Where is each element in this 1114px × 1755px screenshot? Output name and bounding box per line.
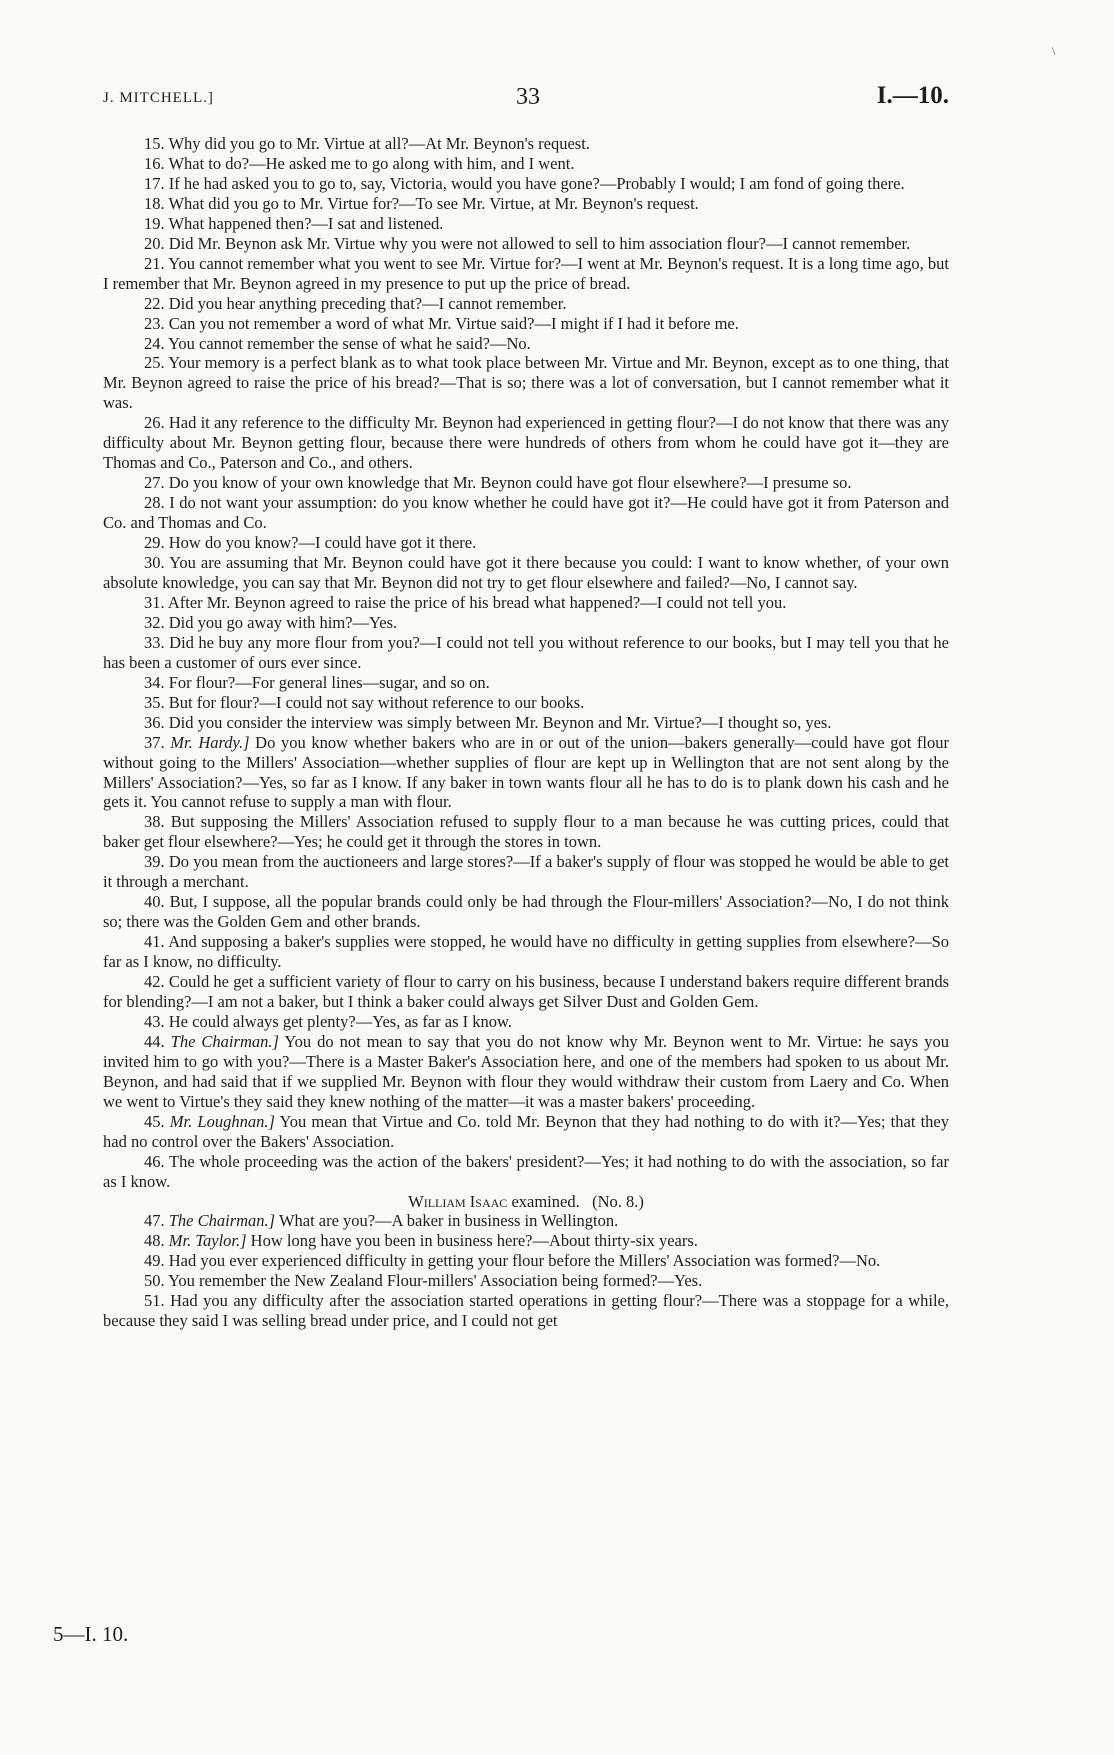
question-text: Did you go away with him?—Yes.	[168, 612, 398, 632]
question-number: 15.	[144, 134, 165, 153]
question-paragraph	[103, 733, 949, 813]
document-page	[103, 0, 949, 1331]
question-number: 51.	[144, 1291, 165, 1311]
question-paragraph	[103, 613, 949, 633]
question-number: 39.	[144, 852, 165, 872]
question-text: But supposing the Millers' Association refused to supply flour to a man because he was cutting prices, could that baker get flour elsewhere?—Yes; he could get it through the stores in town.	[103, 812, 950, 852]
question-number: 30.	[144, 553, 165, 573]
speaker-label: Mr. Taylor.]	[168, 1231, 247, 1251]
question-paragraph	[103, 1012, 949, 1032]
question-number: 49.	[144, 1251, 165, 1271]
question-number: 29.	[144, 533, 165, 553]
question-text: You are assuming that Mr. Beynon could have got it there because you could: I want to know whether, of your own absolute knowledge, you can say that Mr. Beynon did not try to get flour elsewhere and failed?—No, I cannot say.	[103, 553, 949, 592]
question-number: 42.	[144, 972, 165, 992]
question-text: Can you not remember a word of what Mr. Virtue said?—I might if I had it before me.	[168, 313, 739, 333]
question-number: 27.	[144, 473, 165, 493]
question-text: How long have you been in business here?—About thirty-six years.	[250, 1231, 698, 1251]
question-text: For flour?—For general lines—sugar, and so on.	[168, 672, 490, 692]
question-paragraph	[103, 473, 949, 493]
witness-heading-name: William Isaac	[408, 1191, 508, 1211]
question-number: 18.	[144, 193, 165, 213]
question-text: Had you ever experienced difficulty in getting your flour before the Millers' Association was formed?—No.	[168, 1251, 881, 1271]
question-text: Did Mr. Beynon ask Mr. Virtue why you were not allowed to sell to him association flour?—I cannot remember.	[168, 233, 911, 253]
question-text: But for flour?—I could not say without reference to our books.	[168, 692, 585, 712]
speaker-label: Mr. Loughnan.]	[169, 1111, 275, 1131]
question-text: Did you hear anything preceding that?—I cannot remember.	[168, 293, 567, 313]
question-number: 22.	[144, 293, 165, 313]
question-text: Do you know whether bakers who are in or out of the union—bakers generally—could have got flour without going to the Millers' Association—whether supplies of flour are kept up in Wellington that are not sent along by the Millers' Association?—Yes, so far as I know. If any baker in town wants flour all he has to do is to plank down his cash and he gets it. You cannot refuse to supply a man with flour.	[103, 732, 950, 812]
question-number: 45.	[144, 1111, 165, 1131]
question-number: 36.	[144, 712, 165, 732]
question-number: 23.	[144, 313, 165, 333]
question-paragraph	[103, 174, 949, 194]
question-number: 17.	[144, 173, 165, 193]
witness-heading-number: (No. 8.)	[592, 1191, 644, 1211]
question-text: And supposing a baker's supplies were stopped, he would have no difficulty in getting supplies from elsewhere?—So far as I know, no difficulty.	[103, 932, 950, 972]
question-text: Do you mean from the auctioneers and large stores?—If a baker's supply of flour was stopped he would be able to get it through a merchant.	[103, 852, 950, 892]
question-text: Why did you go to Mr. Virtue at all?—At Mr. Beynon's request.	[168, 134, 590, 153]
question-paragraph	[103, 892, 949, 932]
question-paragraph	[103, 633, 949, 673]
witness-heading-status: examined.	[511, 1191, 580, 1211]
question-number: 37.	[144, 732, 165, 752]
question-number: 46.	[144, 1151, 165, 1171]
question-paragraph	[103, 972, 949, 1012]
question-paragraph	[103, 1251, 949, 1271]
speaker-label: The Chairman.]	[170, 1031, 279, 1051]
question-text: Do you know of your own knowledge that Mr. Beynon could have got flour elsewhere?—I presume so.	[168, 473, 852, 493]
question-paragraph	[103, 214, 949, 234]
question-text: Your memory is a perfect blank as to what took place between Mr. Virtue and Mr. Beynon, except as to one thing, that Mr. Beynon agreed to raise the price of his bread?—That is so; there was a lot of conversation, but I cannot remember what it was.	[103, 353, 950, 413]
question-paragraph	[103, 1152, 949, 1192]
question-paragraph	[103, 134, 949, 154]
question-paragraph	[103, 852, 949, 892]
question-number: 48.	[144, 1231, 165, 1251]
question-number: 35.	[144, 692, 165, 712]
question-text: How do you know?—I could have got it there.	[168, 533, 477, 553]
question-text: You remember the New Zealand Flour-millers' Association being formed?—Yes.	[168, 1271, 703, 1291]
question-number: 26.	[144, 413, 165, 433]
question-paragraph	[103, 334, 949, 354]
question-paragraph	[103, 413, 949, 473]
question-paragraph	[103, 553, 949, 593]
question-number: 43.	[144, 1011, 165, 1031]
question-text: You mean that Virtue and Co. told Mr. Beynon that they had nothing to do with it?—Yes; that they had no control over the Bakers' Association.	[103, 1111, 949, 1151]
running-header	[103, 0, 949, 112]
question-paragraph	[103, 254, 949, 294]
question-text: I do not want your assumption: do you know whether he could have got it?—He could have got it from Paterson and Co. and Thomas and Co.	[103, 493, 949, 533]
question-paragraph	[103, 154, 949, 174]
question-paragraph	[103, 593, 949, 613]
question-text: Had you any difficulty after the association started operations in getting flour?—There was a stoppage for a while, because they said I was selling bread under price, and I could not get	[103, 1291, 949, 1331]
question-paragraph	[103, 713, 949, 733]
question-text: What did you go to Mr. Virtue for?—To see Mr. Virtue, at Mr. Beynon's request.	[168, 193, 699, 213]
paper-reference: I.—10.	[876, 82, 949, 109]
question-number: 44.	[144, 1031, 165, 1051]
question-paragraph	[103, 1032, 949, 1112]
question-paragraph	[103, 812, 949, 852]
question-number: 16.	[144, 153, 165, 173]
question-number: 47.	[144, 1211, 165, 1231]
question-text: What happened then?—I sat and listened.	[168, 213, 444, 233]
question-paragraph	[103, 1112, 949, 1152]
question-text: After Mr. Beynon agreed to raise the price of his bread what happened?—I could not tell you.	[167, 592, 787, 612]
question-number: 41.	[144, 932, 165, 952]
question-number: 21.	[144, 253, 165, 273]
question-number: 19.	[144, 213, 165, 233]
speaker-label: The Chairman.]	[168, 1211, 276, 1231]
question-text: He could always get plenty?—Yes, as far as I know.	[168, 1011, 512, 1031]
question-paragraph	[103, 353, 949, 413]
question-text: You do not mean to say that you do not know why Mr. Beynon went to Mr. Virtue: he says you invited him to go with you?—There is a Master Baker's Association here, and one of the members had spoken to us about Mr. Beynon, and had said that if we supplied Mr. Beynon with flour they would withdraw their custom from Laery and Co. When we went to Virtue's they said they knew nothing of the matter—it was a master bakers' proceeding.	[103, 1031, 949, 1111]
signature-mark: 5—I. 10.	[53, 1622, 129, 1646]
question-text: You cannot remember the sense of what he said?—No.	[168, 333, 531, 353]
question-number: 25.	[144, 353, 165, 373]
question-number: 28.	[144, 493, 165, 513]
question-number: 38.	[144, 812, 165, 832]
question-number: 33.	[144, 632, 165, 652]
question-text: Did he buy any more flour from you?—I could not tell you without reference to our books, but I may tell you that he has been a customer of ours ever since.	[103, 632, 950, 672]
question-text: If he had asked you to go to, say, Victoria, would you have gone?—Probably I would; I am fond of going there.	[168, 173, 905, 193]
question-number: 24.	[144, 333, 165, 353]
question-paragraph	[103, 314, 949, 334]
question-paragraph	[103, 533, 949, 553]
question-text: You cannot remember what you went to see Mr. Virtue for?—I went at Mr. Beynon's request. It is a long time ago, but I remember that Mr. Beynon agreed in my presence to put up the price of bread.	[103, 253, 950, 293]
question-number: 31.	[144, 592, 165, 612]
question-text: Had it any reference to the difficulty Mr. Beynon had experienced in getting flour?—I do not know that there was any difficulty about Mr. Beynon getting flour, because there were hundreds of others from whom he could have got it—they are Thomas and Co., Paterson and Co., and others.	[103, 413, 949, 473]
question-paragraph	[103, 294, 949, 314]
question-paragraph	[103, 1291, 949, 1331]
question-paragraph	[103, 1271, 949, 1291]
question-paragraph	[103, 693, 949, 713]
minutes-of-evidence	[103, 134, 949, 1331]
question-number: 40.	[144, 892, 165, 912]
question-text: What are you?—A baker in business in Wellington.	[278, 1211, 619, 1231]
question-text: Could he get a sufficient variety of flour to carry on his business, because I understand bakers require different brands for blending?—I am not a baker, but I think a baker could always get Silver Dust and Golden Gem.	[103, 972, 950, 1011]
question-paragraph	[103, 932, 949, 972]
page-number: 33	[516, 84, 540, 110]
question-number: 34.	[144, 672, 165, 692]
question-text: Did you consider the interview was simply between Mr. Beynon and Mr. Virtue?—I thought so, yes.	[168, 712, 832, 732]
question-number: 32.	[144, 612, 165, 632]
question-paragraph	[103, 1231, 949, 1251]
question-paragraph	[103, 234, 949, 254]
question-text: What to do?—He asked me to go along with him, and I went.	[168, 153, 575, 173]
speaker-label: Mr. Hardy.]	[170, 732, 250, 752]
stray-mark: \	[1052, 44, 1056, 58]
question-paragraph	[103, 673, 949, 693]
question-paragraph	[103, 194, 949, 214]
question-text: But, I suppose, all the popular brands could only be had through the Flour-millers' Association?—No, I do not think so; there was the Golden Gem and other brands.	[103, 892, 950, 932]
question-number: 50.	[144, 1271, 165, 1291]
witness-heading	[103, 1192, 949, 1212]
witness-name: J. MITCHELL.]	[103, 90, 214, 106]
question-text: The whole proceeding was the action of the bakers' president?—Yes; it had nothing to do with the association, so far as I know.	[103, 1151, 949, 1191]
question-number: 20.	[144, 233, 165, 253]
question-paragraph	[103, 1211, 949, 1231]
question-paragraph	[103, 493, 949, 533]
